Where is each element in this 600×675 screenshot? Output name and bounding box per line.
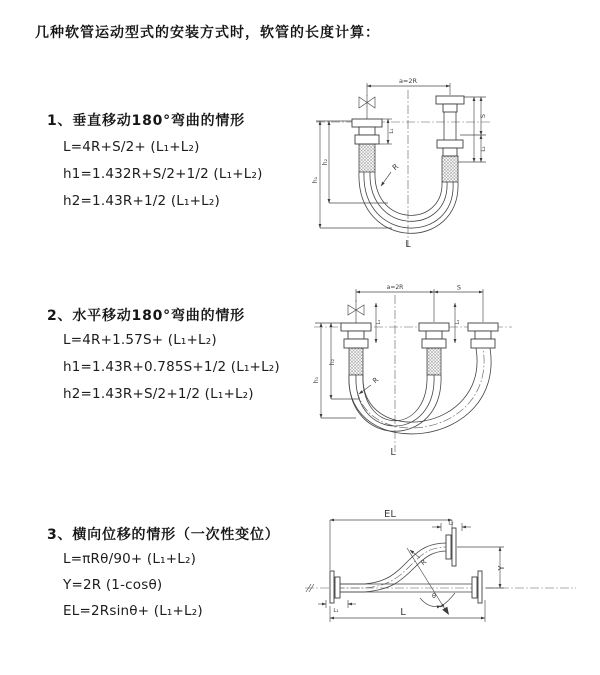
dim-l2 [455,303,461,343]
right-pipe-fitting [436,96,464,182]
dim-s [434,284,483,323]
section-2-formula-h1: h1=1.43R+0.785S+1/2 (L₁+L₂) [63,359,280,375]
section-3-formula-EL: EL=2Rsinθ+ (L₁+L₂) [63,603,203,619]
middle-pipe-fitting [419,323,449,375]
dim-label-s: S [456,283,462,292]
section-1-formula-h1: h1=1.432R+S/2+1/2 (L₁+L₂) [63,166,263,182]
dim-label-l2: L₂ [455,319,461,325]
radius-callout [410,550,428,567]
section-3-formula-L: L=πRθ/90+ (L₁+L₂) [63,551,197,567]
dim-label-l2: L₂ [481,146,487,152]
dim-label-l1: L₁ [376,319,382,325]
section-3-formula-Y: Y=2R (1-cosθ) [63,577,163,593]
u-hose-curves [349,348,491,434]
section-2-heading: 2、水平移动180°弯曲的情形 [47,308,245,324]
dim-label-y: Y [497,565,506,571]
dim-label-l1: L₁ [389,128,395,134]
section-1-formula-h2: h2=1.43R+1/2 (L₁+L₂) [63,193,220,209]
right-pipe-fitting [468,323,498,348]
dim-label-radius: R [419,557,429,568]
centerline [305,584,576,592]
dim-label-theta: θ [432,592,436,600]
dim-label-el: EL [384,509,396,520]
dim-label-h1: h₁ [313,376,320,384]
dim-label-h2: h₂ [329,358,336,366]
section-3-heading: 3、横向位移的情形（一次性变位） [47,527,280,543]
braid-section [442,156,458,182]
page-title: 几种软管运动型式的安装方式时，软管的长度计算： [35,25,380,41]
dim-label-h1: h₁ [312,176,319,184]
section-1-heading: 1、垂直移动180°弯曲的情形 [47,113,245,129]
section-1-formula-L: L=4R+S/2+ (L₁+L₂) [63,139,200,155]
radius-callout [359,376,380,394]
dim-label-a2r: a=2R [386,284,404,291]
dim-label-a2r: a=2R [398,77,418,85]
dim-s-l2 [458,97,487,162]
dim-label-h2: h₂ [322,158,329,166]
diagram-horizontal-180-bend [308,283,518,463]
dim-label-l1: L₁ [333,608,339,614]
section-2-formula-h2: h2=1.43R+S/2+1/2 (L₁+L₂) [63,386,254,402]
left-pipe-fitting [352,119,382,172]
top-right-flange [446,528,456,566]
s-curve-hose [336,543,447,592]
dim-h1-h2 [312,121,392,228]
dim-l2 [432,521,471,532]
dim-label-length: L [390,447,396,458]
dim-label-length: L [400,607,406,618]
centerlines [314,295,512,452]
radius-callout [381,162,400,186]
dim-label-radius: R [371,375,381,386]
dim-l1 [376,303,382,343]
valve-icon [359,95,375,119]
section-2-formula-L: L=4R+1.57S+ (L₁+L₂) [63,332,217,348]
valve-icon [348,300,364,323]
dim-length [330,600,485,622]
braid-section [427,348,441,375]
left-flange [330,571,340,603]
dim-a2r [367,77,450,96]
diagram-lateral-displacement [300,509,510,630]
dim-label-length: L [405,239,411,250]
dim-label-l2: L₂ [448,520,454,527]
dim-label-s: S [479,113,487,119]
centerlines [316,90,492,247]
left-pipe-fitting [341,323,371,375]
braid-section [359,144,375,172]
dim-el [330,509,452,570]
dim-label-radius: R [390,161,401,173]
braid-section [349,348,363,375]
diagram-vertical-180-bend [300,72,500,257]
right-flange [472,571,482,603]
dim-l1 [318,600,356,614]
